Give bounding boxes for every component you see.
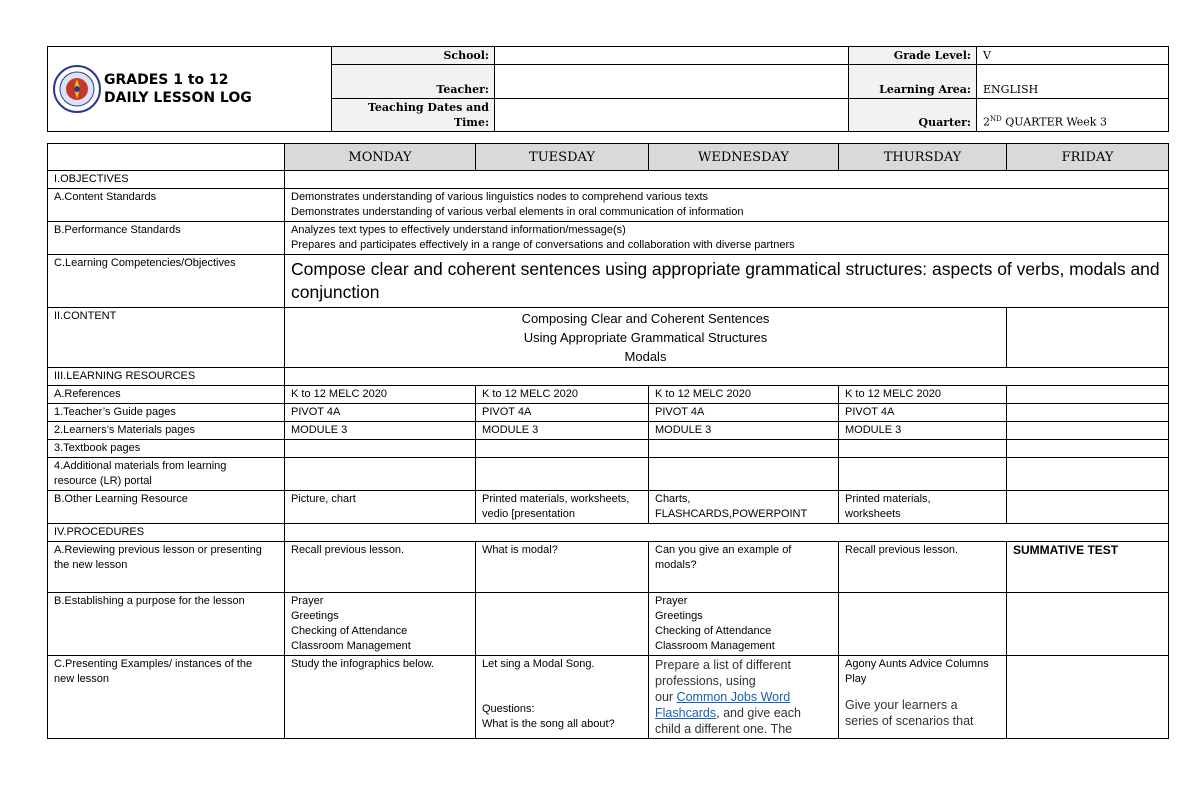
other-resource-wednesday-line2: FLASHCARDS,POWERPOINT [655, 508, 808, 520]
learners-materials-tuesday: MODULE 3 [476, 422, 649, 440]
presenting-wednesday-line2: professions, using [655, 674, 756, 688]
quarter-number: 2 [983, 116, 990, 129]
purpose-monday-item: Greetings [291, 610, 339, 622]
references-wednesday: K to 12 MELC 2020 [649, 386, 839, 404]
references-thursday: K to 12 MELC 2020 [839, 386, 1007, 404]
purpose-wednesday-item: Prayer [655, 595, 688, 607]
presenting-thursday [839, 656, 1007, 739]
other-resource-thursday-line1: Printed materials, [845, 493, 931, 505]
corner-cell [48, 144, 285, 171]
presenting-label [48, 656, 285, 739]
content-friday [1007, 308, 1169, 368]
other-resource-tuesday-line2: vedio [presentation [482, 508, 575, 520]
purpose-monday [285, 593, 476, 656]
purpose-label: B.Establishing a purpose for the lesson [48, 593, 285, 656]
presenting-wednesday-line1: Prepare a list of different [655, 658, 791, 672]
performance-standard-line1: Analyzes text types to effectively understand information/message(s) [291, 224, 626, 236]
other-resource-label: B.Other Learning Resource [48, 491, 285, 524]
teachers-guide-wednesday: PIVOT 4A [649, 404, 839, 422]
textbook-monday [285, 440, 476, 458]
learning-resources-heading: III.LEARNING RESOURCES [48, 368, 285, 386]
references-tuesday: K to 12 MELC 2020 [476, 386, 649, 404]
learners-materials-wednesday: MODULE 3 [649, 422, 839, 440]
performance-standard-line2: Prepares and participates effectively in a range of conversations and collaboration with diverse partners [291, 239, 795, 251]
day-monday: MONDAY [285, 144, 476, 171]
purpose-wednesday-item: Classroom Management [655, 640, 775, 652]
other-resource-tuesday-line1: Printed materials, worksheets, [482, 493, 630, 505]
purpose-monday-item: Classroom Management [291, 640, 411, 652]
other-resource-thursday [839, 491, 1007, 524]
content-standards-text [285, 189, 1169, 222]
reviewing-wednesday-line2: modals? [655, 559, 697, 571]
content-line2: Using Appropriate Grammatical Structures [523, 330, 768, 345]
common-jobs-link[interactable]: Common Jobs Word [676, 690, 791, 704]
learning-area-field[interactable]: ENGLISH [977, 65, 1169, 99]
presenting-label-line2: new lesson [54, 673, 110, 685]
reviewing-monday: Recall previous lesson. [285, 542, 476, 593]
other-resource-monday: Picture, chart [285, 491, 476, 524]
purpose-thursday [839, 593, 1007, 656]
grade-level-field[interactable]: V [977, 47, 1169, 65]
other-resource-tuesday [476, 491, 649, 524]
learners-materials-thursday: MODULE 3 [839, 422, 1007, 440]
reviewing-label-line1: A.Reviewing previous lesson or presenting [54, 544, 262, 556]
presenting-tuesday-line2: Questions: [482, 703, 535, 715]
references-label: A.References [48, 386, 285, 404]
reviewing-thursday: Recall previous lesson. [839, 542, 1007, 593]
additional-friday [1007, 458, 1169, 491]
presenting-label-line1: C.Presenting Examples/ instances of the [54, 658, 253, 670]
additional-thursday [839, 458, 1007, 491]
purpose-wednesday [649, 593, 839, 656]
presenting-thursday-line1: Agony Aunts Advice Columns [845, 658, 989, 670]
lesson-log-table [47, 143, 1169, 739]
additional-wednesday [649, 458, 839, 491]
quarter-suffix: ND [990, 115, 1002, 124]
additional-materials-label [48, 458, 285, 491]
textbook-friday [1007, 440, 1169, 458]
quarter-week: QUARTER Week 3 [1001, 116, 1107, 129]
teachers-guide-friday [1007, 404, 1169, 422]
additional-monday [285, 458, 476, 491]
header-table [47, 46, 1169, 132]
learners-materials-label: 2.Learners’s Materials pages [48, 422, 285, 440]
reviewing-label-line2: the new lesson [54, 559, 128, 571]
presenting-wednesday-line3: our [655, 690, 677, 704]
content-line3: Modals [624, 349, 667, 364]
other-resource-wednesday [649, 491, 839, 524]
content-label: II.CONTENT [48, 308, 285, 368]
content-standard-line1: Demonstrates understanding of various linguistics nodes to comprehend various texts [291, 191, 709, 203]
learners-materials-friday [1007, 422, 1169, 440]
school-field[interactable] [495, 47, 849, 65]
presenting-thursday-line4: series of scenarios that [845, 714, 974, 728]
day-friday: FRIDAY [1007, 144, 1169, 171]
day-tuesday: TUESDAY [476, 144, 649, 171]
reviewing-wednesday [649, 542, 839, 593]
performance-standards-text [285, 222, 1169, 255]
other-resource-friday [1007, 491, 1169, 524]
presenting-monday: Study the infographics below. [285, 656, 476, 739]
teacher-label: Teacher: [332, 65, 495, 99]
presenting-friday [1007, 656, 1169, 739]
purpose-wednesday-item: Greetings [655, 610, 703, 622]
teaching-dates-label [332, 99, 495, 132]
flashcards-link[interactable]: Flashcards [655, 706, 717, 720]
school-label: School: [332, 47, 495, 65]
reviewing-wednesday-line1: Can you give an example of [655, 544, 792, 556]
purpose-monday-item: Checking of Attendance [291, 625, 408, 637]
teacher-field[interactable] [495, 65, 849, 99]
content-line1: Composing Clear and Coherent Sentences [521, 311, 770, 326]
learning-area-label: Learning Area: [849, 65, 977, 99]
procedures-blank [285, 524, 1169, 542]
learners-materials-monday: MODULE 3 [285, 422, 476, 440]
teachers-guide-thursday: PIVOT 4A [839, 404, 1007, 422]
learning-resources-blank [285, 368, 1169, 386]
presenting-tuesday-line1: Let sing a Modal Song. [482, 658, 595, 670]
reviewing-tuesday: What is modal? [476, 542, 649, 593]
purpose-tuesday [476, 593, 649, 656]
day-thursday: THURSDAY [839, 144, 1007, 171]
quarter-label: Quarter: [849, 99, 977, 132]
textbook-wednesday [649, 440, 839, 458]
references-monday: K to 12 MELC 2020 [285, 386, 476, 404]
purpose-wednesday-item: Checking of Attendance [655, 625, 772, 637]
form-title-line1: GRADES 1 to 12 [104, 72, 229, 88]
presenting-wednesday-line5: child a different one. The [655, 722, 793, 736]
purpose-monday-item: Prayer [291, 595, 324, 607]
textbook-tuesday [476, 440, 649, 458]
objectives-blank [285, 171, 1169, 189]
presenting-thursday-line2: Play [845, 673, 867, 685]
form-title-line2: DAILY LESSON LOG [104, 90, 252, 106]
other-resource-wednesday-line1: Charts, [655, 493, 691, 505]
additional-tuesday [476, 458, 649, 491]
content-standard-line2: Demonstrates understanding of various verbal elements in oral communication of information [291, 206, 744, 218]
teachers-guide-tuesday: PIVOT 4A [476, 404, 649, 422]
references-friday [1007, 386, 1169, 404]
content-text [285, 308, 1007, 368]
quarter-field[interactable] [977, 99, 1169, 132]
teachers-guide-monday: PIVOT 4A [285, 404, 476, 422]
purpose-friday [1007, 593, 1169, 656]
presenting-wednesday-line4: , and give each [716, 706, 801, 720]
textbook-thursday [839, 440, 1007, 458]
deped-seal-icon [52, 64, 102, 114]
textbook-label: 3.Textbook pages [48, 440, 285, 458]
day-wednesday: WEDNESDAY [649, 144, 839, 171]
teaching-dates-label-line1: Teaching Dates and [367, 101, 489, 114]
presenting-tuesday-line3: What is the song all about? [482, 718, 615, 730]
other-resource-thursday-line2: worksheets [845, 508, 901, 520]
presenting-tuesday [476, 656, 649, 739]
reviewing-label [48, 542, 285, 593]
teaching-dates-label-line2: Time: [453, 116, 489, 129]
presenting-thursday-line3: Give your learners a [845, 698, 958, 712]
teachers-guide-label: 1.Teacher’s Guide pages [48, 404, 285, 422]
performance-standards-label: B.Performance Standards [48, 222, 285, 255]
teaching-dates-field[interactable] [495, 99, 849, 132]
title-cell [48, 47, 332, 132]
objectives-heading: I.OBJECTIVES [48, 171, 285, 189]
grade-level-label: Grade Level: [849, 47, 977, 65]
summative-test: SUMMATIVE TEST [1007, 542, 1169, 593]
presenting-wednesday [649, 656, 839, 739]
content-standards-label: A.Content Standards [48, 189, 285, 222]
competencies-text: Compose clear and coherent sentences using appropriate grammatical structures: aspects of verbs, modals and conjunction [285, 255, 1169, 308]
additional-materials-line1: 4.Additional materials from learning [54, 460, 227, 472]
additional-materials-line2: resource (LR) portal [54, 475, 152, 487]
competencies-label: C.Learning Competencies/Objectives [48, 255, 285, 308]
procedures-heading: IV.PROCEDURES [48, 524, 285, 542]
